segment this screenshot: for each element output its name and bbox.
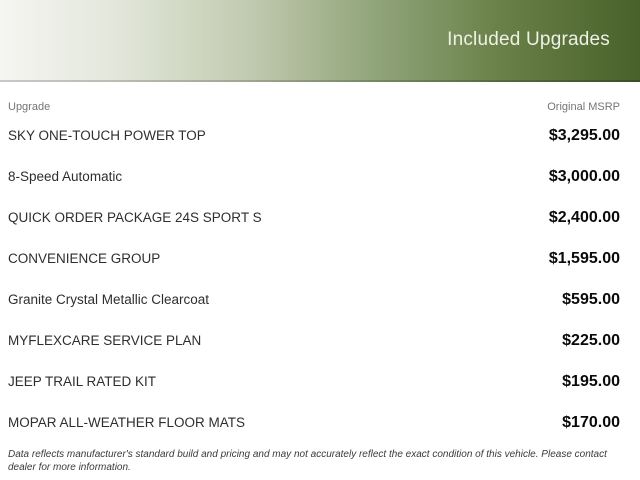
banner	[0, 0, 640, 82]
column-header-upgrade: Upgrade	[8, 100, 51, 113]
column-header-msrp: Original MSRP	[547, 100, 620, 113]
upgrade-name: Granite Crystal Metallic Clearcoat	[8, 292, 210, 307]
table-row	[8, 361, 620, 402]
table-row	[8, 402, 620, 443]
upgrade-name: SKY ONE-TOUCH POWER TOP	[8, 128, 206, 143]
table-row	[8, 320, 620, 361]
page-title: Included Upgrades	[447, 29, 610, 50]
upgrade-name: 8-Speed Automatic	[8, 169, 123, 184]
table-row	[8, 279, 620, 320]
table-header	[8, 82, 620, 115]
table-row	[8, 156, 620, 197]
upgrade-name: QUICK ORDER PACKAGE 24S SPORT S	[8, 210, 262, 225]
upgrade-price: $225.00	[562, 331, 620, 349]
upgrade-name: CONVENIENCE GROUP	[8, 251, 161, 266]
upgrade-name: MYFLEXCARE SERVICE PLAN	[8, 333, 202, 348]
table-row	[8, 238, 620, 279]
upgrades-table	[0, 82, 640, 474]
upgrade-price: $595.00	[562, 290, 620, 308]
upgrade-price: $3,295.00	[548, 126, 620, 144]
upgrade-price: $1,595.00	[548, 249, 620, 267]
table-row	[8, 115, 620, 156]
upgrade-price: $3,000.00	[548, 167, 620, 185]
upgrade-price: $195.00	[562, 372, 620, 390]
upgrade-price: $2,400.00	[548, 208, 620, 226]
upgrade-price: $170.00	[562, 413, 620, 431]
upgrade-name: JEEP TRAIL RATED KIT	[8, 374, 157, 389]
disclaimer-text: Data reflects manufacturer's standard build and pricing and may not accurately reflect the exact condition of this vehicle. Please contact dealer for more information.	[8, 449, 607, 473]
upgrade-name: MOPAR ALL-WEATHER FLOOR MATS	[8, 415, 246, 430]
table-row	[8, 197, 620, 238]
